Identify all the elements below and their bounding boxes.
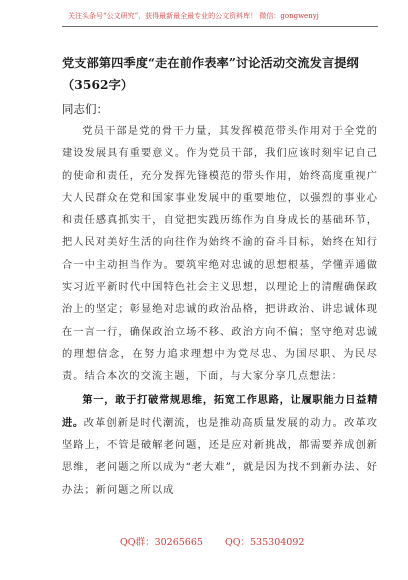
document-title-line1: 党支部第四季度“走在前作表率”讨论活动交流发言提纲	[62, 56, 359, 70]
section-1-heading: 第一，敢于打破常规思维，拓宽工作思路，让履职能力日益精进。	[62, 393, 378, 429]
footer-banner	[120, 536, 304, 550]
document-title	[62, 52, 378, 96]
paragraph-intro: 党员干部是党的骨干力量，其发挥模范带头作用对于全党的建设发展具有重要意义。作为党员干部，我们应该时刻牢记自己的使命和责任，充分发挥先锋模范的带头作用，始终高度重视广大人民群众在党和国家事业发展中的重要地位，以强烈的事业心和责任感真抓实干，自觉把实践历练作为自身成长的基础环节，把人民对美好生活的向往作为始终不渝的奋斗目标，始终在知行合一中主动担当作为。要筑牢绝对忠诚的思想根基，学懂弄通做实习近平新时代中国特色社会主义思想，以理论上的清醒确保政治上的坚定；彰显绝对忠诚的政治品格，把讲政治、讲忠诚体现在一言一行，确保政治立场不移、政治方向不偏；坚守绝对忠诚的理想信念，在努力追求理想中为党尽忠、为国尽职、为民尽责。结合本次的交流主题，下面，与大家分享几点想法：	[62, 126, 378, 383]
header-divider	[62, 26, 378, 27]
paragraph-section-1	[62, 389, 378, 502]
document-body	[62, 121, 378, 502]
header-banner: 关注头条号“公文研究”，获得最新最全最专业的公文资料库！ 微信：gongwenyj	[68, 12, 319, 20]
salutation: 同志们：	[62, 102, 108, 116]
footer-qq-group: QQ群：30265665	[120, 537, 203, 548]
section-1-text: 改革创新是时代潮流，也是推动高质量发展的动力。改革攻坚路上，不管是破解老问题，还是应对新挑战，都需要养成创新思维，老问题之所以成为“老大难”，就是因为找不到新办法、好办法；新问题之所以成	[62, 417, 378, 496]
footer-qq: QQ：535304092	[224, 537, 305, 548]
document-title-wordcount: （3562字）	[62, 78, 134, 92]
